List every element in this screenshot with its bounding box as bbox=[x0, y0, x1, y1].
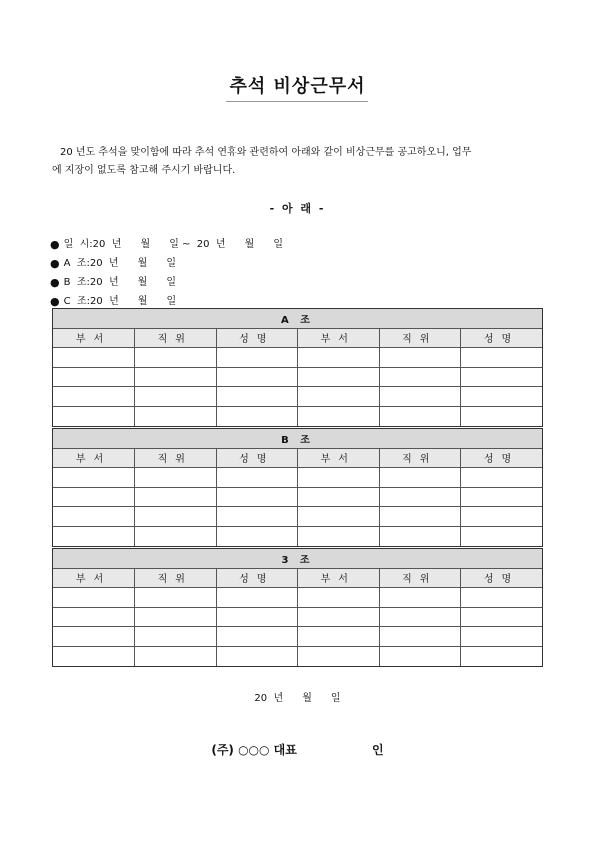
table-cell[interactable] bbox=[135, 406, 217, 425]
table-cell[interactable] bbox=[135, 348, 217, 368]
table-cell[interactable] bbox=[216, 526, 298, 545]
notice-heading: - 아 래 - bbox=[269, 202, 326, 215]
info-label: A 조: bbox=[63, 258, 90, 269]
table-row bbox=[53, 507, 542, 527]
intro-paragraph bbox=[52, 144, 548, 180]
table-cell[interactable] bbox=[216, 387, 298, 407]
table-cell[interactable] bbox=[53, 468, 135, 488]
bullet-icon: ● bbox=[50, 276, 60, 289]
table-cell[interactable] bbox=[135, 588, 217, 608]
info-value: 20 년 월 일 bbox=[89, 296, 177, 307]
column-header: 부서 bbox=[53, 328, 135, 348]
table-cell[interactable] bbox=[379, 607, 461, 627]
table-cell[interactable] bbox=[135, 627, 217, 647]
document-title: 추석 비상근무서 bbox=[229, 76, 366, 97]
table-cell[interactable] bbox=[298, 406, 380, 425]
column-header: 성명 bbox=[216, 328, 298, 348]
table-cell[interactable] bbox=[216, 507, 298, 527]
table-cell[interactable] bbox=[216, 607, 298, 627]
info-label: B 조: bbox=[63, 277, 90, 288]
table-cell[interactable] bbox=[298, 526, 380, 545]
table-cell[interactable] bbox=[298, 607, 380, 627]
column-header: 성명 bbox=[216, 568, 298, 588]
group-table-a bbox=[52, 308, 543, 427]
table-cell[interactable] bbox=[216, 406, 298, 425]
table-cell[interactable] bbox=[53, 646, 135, 665]
table-cell[interactable] bbox=[298, 627, 380, 647]
info-line-a-group bbox=[50, 254, 283, 273]
column-header: 직위 bbox=[135, 448, 217, 468]
table-cell[interactable] bbox=[135, 646, 217, 665]
table-cell[interactable] bbox=[461, 526, 543, 545]
table-cell[interactable] bbox=[461, 607, 543, 627]
table-cell[interactable] bbox=[216, 348, 298, 368]
table-cell[interactable] bbox=[135, 468, 217, 488]
table-cell[interactable] bbox=[461, 406, 543, 425]
table-cell[interactable] bbox=[53, 348, 135, 368]
column-header: 직위 bbox=[379, 448, 461, 468]
table-cell[interactable] bbox=[461, 348, 543, 368]
table-cell[interactable] bbox=[298, 387, 380, 407]
table-cell[interactable] bbox=[379, 588, 461, 608]
column-header: 부서 bbox=[298, 568, 380, 588]
table-cell[interactable] bbox=[379, 507, 461, 527]
table-row bbox=[53, 367, 542, 387]
table-row bbox=[53, 406, 542, 425]
info-value: 20 년 월 일 bbox=[89, 258, 177, 269]
group-title: 3 조 bbox=[53, 549, 542, 568]
table-cell[interactable] bbox=[53, 607, 135, 627]
title-underline bbox=[226, 101, 368, 102]
info-value: 20 년 월 일 ~ 20 년 월 일 bbox=[92, 239, 283, 250]
table-cell[interactable] bbox=[298, 468, 380, 488]
table-cell[interactable] bbox=[461, 627, 543, 647]
table-row bbox=[53, 607, 542, 627]
intro-text-1: 20 년도 추석을 맞이함에 따라 추석 연휴와 관련하여 아래와 같이 비상근무를 공고하오니, 업무 bbox=[60, 147, 472, 158]
signature-line: (주) ○○○ 대표 인 bbox=[211, 743, 384, 757]
table-row bbox=[53, 387, 542, 407]
group-title: A 조 bbox=[53, 309, 542, 328]
table-cell[interactable] bbox=[216, 487, 298, 507]
table-cell[interactable] bbox=[216, 627, 298, 647]
table-cell[interactable] bbox=[461, 487, 543, 507]
schedule-info bbox=[50, 235, 283, 311]
column-header: 성명 bbox=[461, 568, 543, 588]
table-cell[interactable] bbox=[135, 487, 217, 507]
column-header: 성명 bbox=[461, 328, 543, 348]
table-row bbox=[53, 468, 542, 488]
table-cell[interactable] bbox=[298, 507, 380, 527]
column-header: 직위 bbox=[135, 328, 217, 348]
intro-line-1 bbox=[52, 144, 548, 162]
info-label: C 조: bbox=[63, 296, 90, 307]
column-header: 성명 bbox=[461, 448, 543, 468]
table-cell[interactable] bbox=[216, 588, 298, 608]
table-cell[interactable] bbox=[53, 406, 135, 425]
table-cell[interactable] bbox=[461, 507, 543, 527]
table-cell[interactable] bbox=[53, 367, 135, 387]
intro-line-2: 에 지장이 없도록 참고해 주시기 바랍니다. bbox=[52, 165, 236, 176]
bullet-icon: ● bbox=[50, 257, 60, 270]
table-cell[interactable] bbox=[379, 487, 461, 507]
table-cell[interactable] bbox=[298, 487, 380, 507]
table-cell[interactable] bbox=[461, 646, 543, 665]
column-header: 성명 bbox=[216, 448, 298, 468]
table-row bbox=[53, 646, 542, 665]
table-cell[interactable] bbox=[53, 526, 135, 545]
table-cell[interactable] bbox=[461, 367, 543, 387]
table-cell[interactable] bbox=[135, 607, 217, 627]
group-table-c bbox=[52, 548, 543, 667]
column-header: 부서 bbox=[298, 448, 380, 468]
table-cell[interactable] bbox=[135, 526, 217, 545]
table-cell[interactable] bbox=[379, 387, 461, 407]
column-header: 부서 bbox=[53, 448, 135, 468]
table-row bbox=[53, 627, 542, 647]
column-header: 직위 bbox=[379, 568, 461, 588]
table-cell[interactable] bbox=[53, 627, 135, 647]
info-line-b-group bbox=[50, 273, 283, 292]
document-date: 20 년 월 일 bbox=[254, 693, 341, 704]
table-cell[interactable] bbox=[53, 588, 135, 608]
bullet-icon: ● bbox=[50, 295, 60, 308]
table-cell[interactable] bbox=[53, 487, 135, 507]
table-cell[interactable] bbox=[379, 646, 461, 665]
table-cell[interactable] bbox=[216, 367, 298, 387]
info-label: 일 시: bbox=[63, 239, 93, 250]
table-cell[interactable] bbox=[53, 387, 135, 407]
table-cell[interactable] bbox=[53, 507, 135, 527]
table-cell[interactable] bbox=[135, 387, 217, 407]
table-cell[interactable] bbox=[298, 588, 380, 608]
table-row bbox=[53, 588, 542, 608]
table-row bbox=[53, 487, 542, 507]
table-row bbox=[53, 348, 542, 368]
table-cell[interactable] bbox=[461, 588, 543, 608]
table-cell[interactable] bbox=[216, 646, 298, 665]
table-cell[interactable] bbox=[298, 367, 380, 387]
table-cell[interactable] bbox=[135, 507, 217, 527]
table-cell[interactable] bbox=[379, 526, 461, 545]
table-cell[interactable] bbox=[135, 367, 217, 387]
table-cell[interactable] bbox=[298, 348, 380, 368]
column-header: 직위 bbox=[135, 568, 217, 588]
column-header: 부서 bbox=[53, 568, 135, 588]
table-cell[interactable] bbox=[461, 468, 543, 488]
column-header: 부서 bbox=[298, 328, 380, 348]
info-value: 20 년 월 일 bbox=[89, 277, 177, 288]
table-cell[interactable] bbox=[216, 468, 298, 488]
table-row bbox=[53, 526, 542, 545]
table-cell[interactable] bbox=[379, 348, 461, 368]
bullet-icon: ● bbox=[50, 238, 60, 251]
table-cell[interactable] bbox=[379, 468, 461, 488]
table-cell[interactable] bbox=[298, 646, 380, 665]
table-cell[interactable] bbox=[379, 367, 461, 387]
table-cell[interactable] bbox=[379, 627, 461, 647]
group-title: B 조 bbox=[53, 429, 542, 448]
info-line-period bbox=[50, 235, 283, 254]
group-table-b bbox=[52, 428, 543, 547]
column-header: 직위 bbox=[379, 328, 461, 348]
table-cell[interactable] bbox=[461, 387, 543, 407]
table-cell[interactable] bbox=[379, 406, 461, 425]
